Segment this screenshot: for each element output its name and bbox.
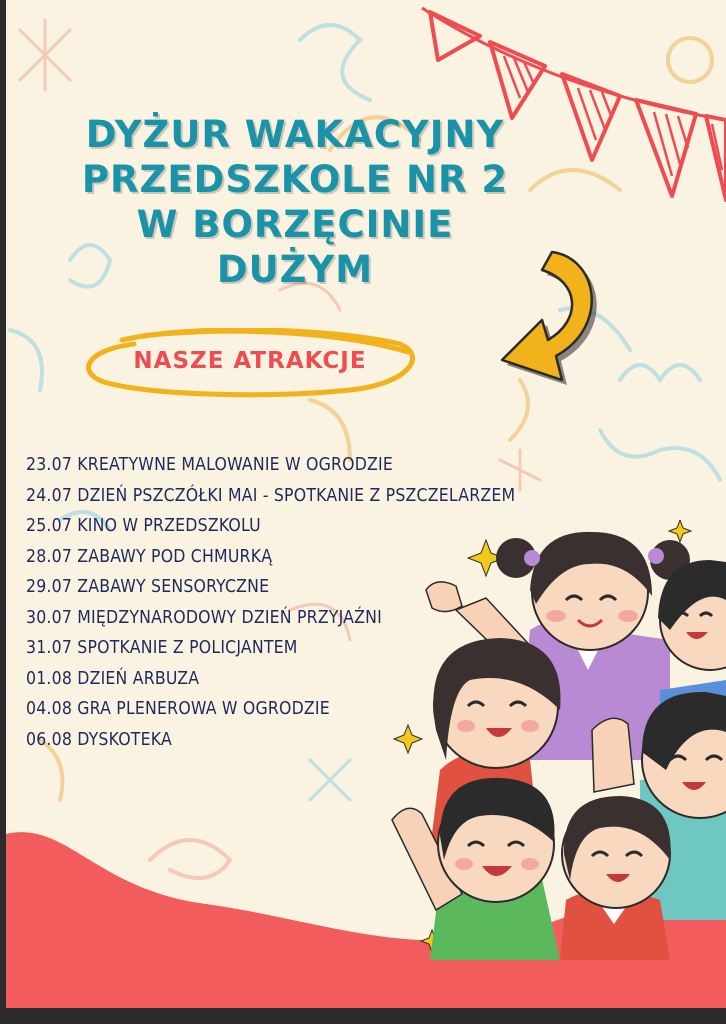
schedule-item: 24.07 DZIEŃ PSZCZÓŁKI MAI - SPOTKANIE Z PSZCZELARZEM	[26, 485, 516, 506]
schedule-item: 04.08 GRA PLENEROWA W OGRODZIE	[26, 699, 330, 719]
curved-arrow-icon	[490, 240, 615, 390]
sparkle-star-icon	[669, 520, 691, 542]
title-line-1: DYŻUR WAKACYJNY	[85, 113, 505, 156]
schedule-item: 01.08 DZIEŃ ARBUZA	[26, 668, 200, 689]
page-frame-bottom	[0, 1008, 726, 1024]
attractions-label: NASZE ATRAKCJE	[133, 348, 367, 374]
schedule-item: 29.07 ZABAWY SENSORYCZNE	[26, 577, 270, 597]
schedule-item: 06.08 DYSKOTEKA	[26, 729, 172, 750]
title-line-3: W BORZĘCINIE DUŻYM	[136, 203, 454, 291]
schedule-item: 28.07 ZABAWY POD CHMURKĄ	[26, 546, 273, 567]
schedule-item: 25.07 KINO W PRZEDSZKOLU	[26, 516, 261, 536]
schedule-item: 23.07 KREATYWNE MALOWANIE W OGRODZIE	[26, 455, 393, 475]
title-line-2: PRZEDSZKOLE NR 2	[81, 158, 509, 201]
happy-children-illustration	[370, 520, 726, 960]
schedule-item: 30.07 MIĘDZYNARODOWY DZIEŃ PRZYJAŹNI	[26, 607, 382, 628]
sparkle-star-icon	[394, 725, 422, 753]
page-title	[60, 112, 530, 292]
schedule-item: 31.07 SPOTKANIE Z POLICJANTEM	[26, 638, 298, 658]
